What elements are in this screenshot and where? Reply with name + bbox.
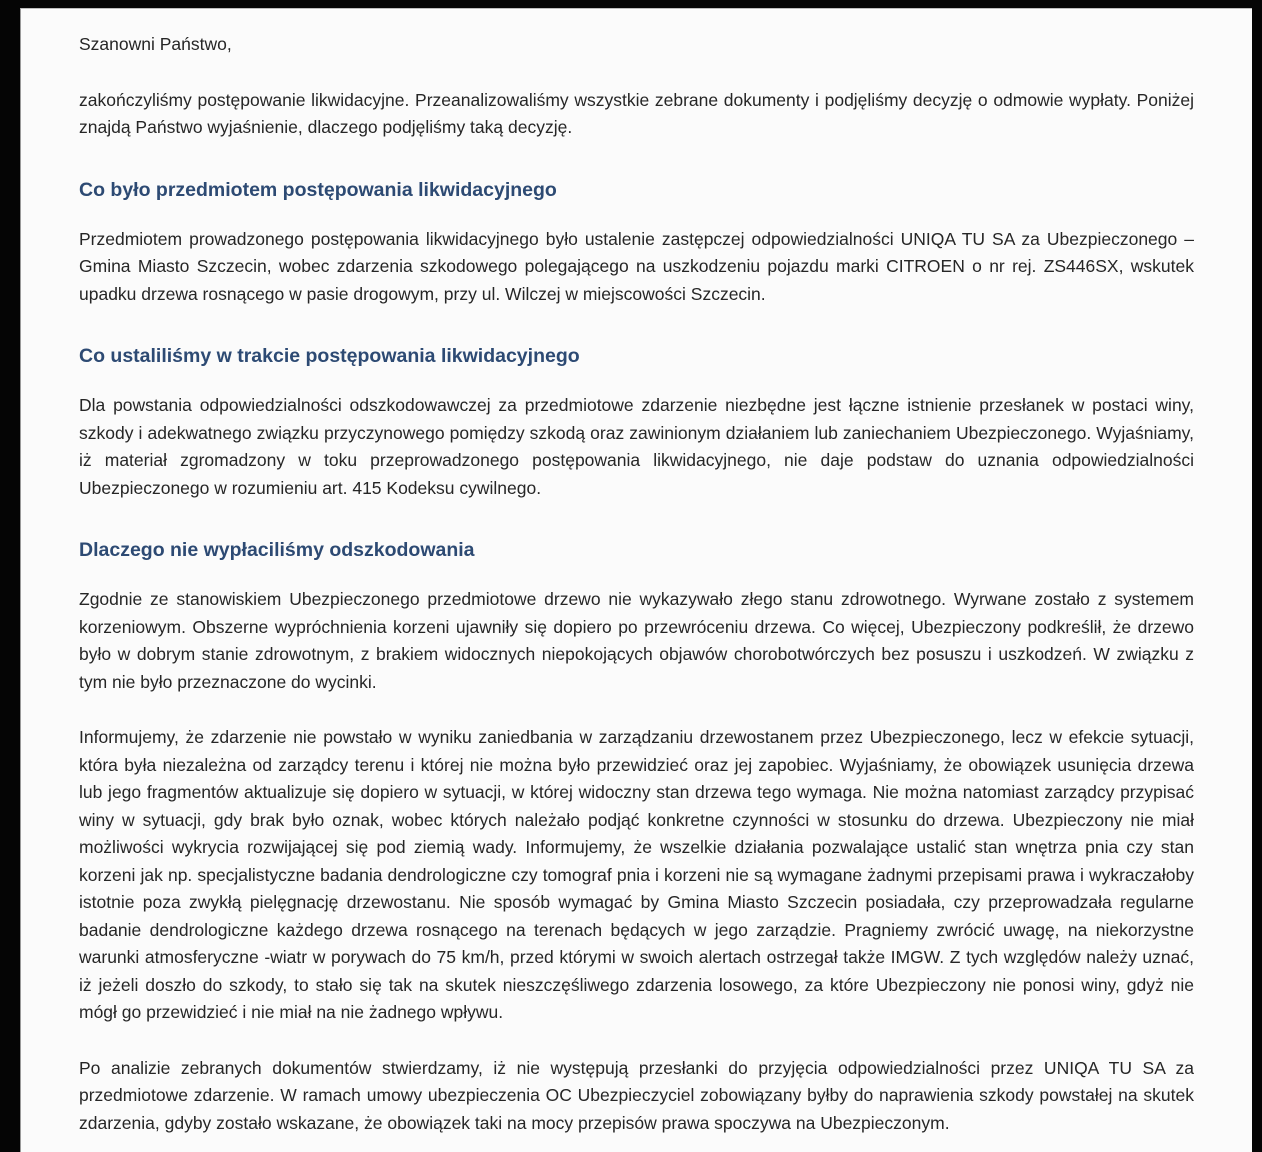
section-subject-paragraph: Przedmiotem prowadzonego postępowania likwidacyjnego było ustalenie zastępczej odpowiedzialności UNIQA TU SA za Ubezpieczonego – Gmina Miasto Szczecin, wobec zdarzenia szkodowego polegającego na uszkodzeniu pojazdu marki CITROEN o nr rej. ZS446SX, wskutek upadku drzewa rosnącego w pasie drogowym, przy ul. Wilczej w miejscowości Szczecin. bbox=[79, 228, 1194, 304]
section-reason-paragraph-3: Po analizie zebranych dokumentów stwierdzamy, iż nie występują przesłanki do przyjęcia odpowiedzialności przez UNIQA TU SA za przedmiotowe zdarzenie. W ramach umowy ubezpieczenia OC Ubezpieczyciel zobowiązany byłby do naprawienia szkody powstałej na skutek zdarzenia, gdyby zostało wskazane, że obowiązek taki na mocy przepisów prawa spoczywa na Ubezpieczonym. bbox=[79, 1057, 1194, 1133]
section-reason-paragraph-1: Zgodnie ze stanowiskiem Ubezpieczonego przedmiotowe drzewo nie wykazywało złego stanu zdrowotnego. Wyrwane zostało z systemem korzeniowym. Obszerne wypróchnienia korzeni ujawniły się dopiero po przewróceniu drzewa. Co więcej, Ubezpieczony podkreślił, że drzewo było w dobrym stanie zdrowotnym, z brakiem widocznych niepokojących objawów chorobotwórczych bez posuszu i uszkodzeń. W związku z tym nie było przeznaczone do wycinki. bbox=[79, 589, 1194, 692]
section-findings-paragraph: Dla powstania odpowiedzialności odszkodowawczej za przedmiotowe zdarzenie niezbędne jest łączne istnienie przesłanek w postaci winy, szkody i adekwatnego związku przyczynowego pomiędzy szkodą oraz zawinionym działaniem lub zaniechaniem Ubezpieczonego. Wyjaśniamy, iż materiał zgromadzony w toku przeprowadzonego postępowania likwidacyjnego, nie daje podstaw do uznania odpowiedzialności Ubezpieczonego w rozumieniu art. 415 Kodeksu cywilnego. bbox=[79, 395, 1194, 498]
section-heading-reason: Dlaczego nie wypłaciliśmy odszkodowania bbox=[79, 539, 475, 561]
section-reason-paragraph-2: Informujemy, że zdarzenie nie powstało w wyniku zaniedbania w zarządzaniu drzewostanem przez Ubezpieczonego, lecz w efekcie sytuacji, która była niezależna od zarządcy terenu i której nie można było przewidzieć oraz jej zapobiec. Wyjaśniamy, że obowiązek usunięcia drzewa lub jego fragmentów aktualizuje się dopiero w sytuacji, w której widoczny stan drzewa tego wymaga. Nie można natomiast zarządcy przypisać winy w sytuacji, gdy brak było oznak, wobec których należało podjąć konkretne czynności w stosunku do drzewa. Ubezpieczony nie miał możliwości wykrycia rozwijającej się pod ziemią wady. Informujemy, że wszelkie działania pozwalające ustalić stan wnętrza pnia czy stan korzeni jak np. specjalistyczne badania dendrologiczne czy tomograf pnia i korzeni nie są wymagane żadnymi przepisami prawa i wykraczałoby istotnie poza zwykłą pielęgnację drzewostanu. Nie sposób wymagać by Gmina Miasto Szczecin posiadała, czy przeprowadzała regularne badanie dendrologiczne każdego drzewa rosnącego na terenach będących w jego zarządzie. Pragniemy zwrócić uwagę, na niekorzystne warunki atmosferyczne -wiatr w porywach do 75 km/h, przed którymi w swoich alertach ostrzegał także IMGW. Z tych względów należy uznać, iż jeżeli doszło do szkody, to stało się tak na skutek nieszczęśliwego zdarzenia losowego, za które Ubezpieczony nie ponosi winy, gdyż nie mógł go przewidzieć i nie miał na nie żadnego wpływu. bbox=[79, 727, 1194, 1022]
section-heading-findings: Co ustaliliśmy w trakcie postępowania likwidacyjnego bbox=[79, 345, 580, 367]
letter-body bbox=[21, 9, 1252, 1137]
document-page bbox=[20, 8, 1252, 1152]
salutation: Szanowni Państwo, bbox=[79, 34, 232, 54]
section-heading-subject: Co było przedmiotem postępowania likwidacyjnego bbox=[79, 178, 557, 201]
intro-paragraph: zakończyliśmy postępowanie likwidacyjne. Przeanalizowaliśmy wszystkie zebrane dokumenty i podjęliśmy decyzję o odmowie wypłaty. Poniżej znajdą Państwo wyjaśnienie, dlaczego podjęliśmy taką decyzję. bbox=[79, 89, 1194, 137]
